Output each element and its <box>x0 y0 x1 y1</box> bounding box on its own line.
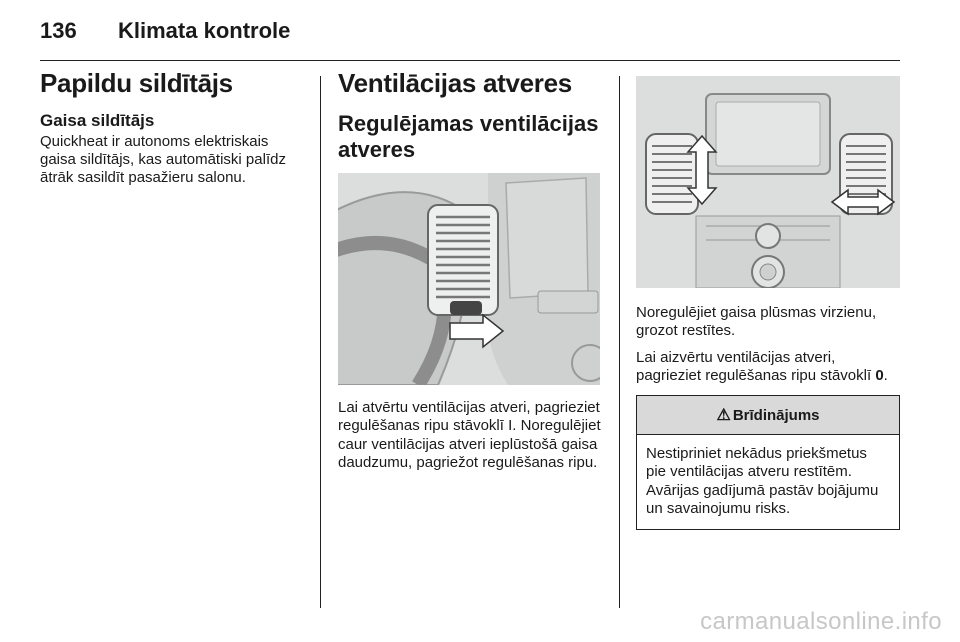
subheading-adjustable-vents: Regulējamas ventilācijas atveres <box>338 111 599 163</box>
header-rule <box>40 60 900 61</box>
close-vent-text: Lai aizvērtu ventilācijas atveri, pagrieziet regulēšanas ripu stāvoklī <box>636 348 872 384</box>
subheading-air-heater: Gaisa sildītājs <box>40 111 155 131</box>
column-divider-1 <box>320 76 321 608</box>
warning-body <box>637 435 899 529</box>
column-auxiliary-heater <box>40 68 308 187</box>
watermark-brand: carmanualsonline.info <box>700 608 942 635</box>
position-symbol-zero: 0 <box>875 366 884 384</box>
column-divider-2 <box>619 76 620 608</box>
warning-text: Nestipriniet nekādus priekšmetus pie ventilācijas atveru restītēm. Avārijas gadījumā pastāv bojājumu un savainojumu risks. <box>646 445 879 518</box>
close-vent-period: . <box>883 366 888 384</box>
paragraph-quickheat: Quickheat ir autonoms elektriskais gaisa sildītājs, kas automātiski palīdz ātrāk sasildīt pasažieru salonu. <box>40 132 286 187</box>
warning-header <box>637 396 899 435</box>
paragraph-close-vent <box>636 349 900 386</box>
section-heading-air-vents: Ventilācijas atveres <box>338 68 572 98</box>
page-number: 136 <box>40 18 77 43</box>
warning-title: Brīdinājums <box>732 407 820 425</box>
center-vents-drawing <box>636 76 900 288</box>
paragraph-air-direction: Noregulējiet gaisa plūsmas virzienu, grozot restītes. <box>636 304 877 340</box>
chapter-title: Klimata kontrole <box>118 18 291 43</box>
column-vent-direction <box>636 68 900 530</box>
illustration-side-vent <box>338 173 600 385</box>
paragraph-open-vent: Lai atvērtu ventilācijas atveri, pagrieziet regulēšanas ripu stāvoklī I. Noregulējiet caur ventilācijas atveri ieplūstošā gaisa daudzumu, pagriežot regulēšanas ripu. <box>338 399 601 471</box>
side-vent-drawing <box>338 173 600 385</box>
illustration-center-vents <box>636 76 900 288</box>
page-header <box>40 18 900 56</box>
warning-triangle-icon: ⚠ <box>716 407 731 425</box>
column-air-vents <box>338 68 602 472</box>
section-heading-auxiliary-heater: Papildu sildītājs <box>40 68 233 98</box>
warning-box <box>636 395 900 530</box>
